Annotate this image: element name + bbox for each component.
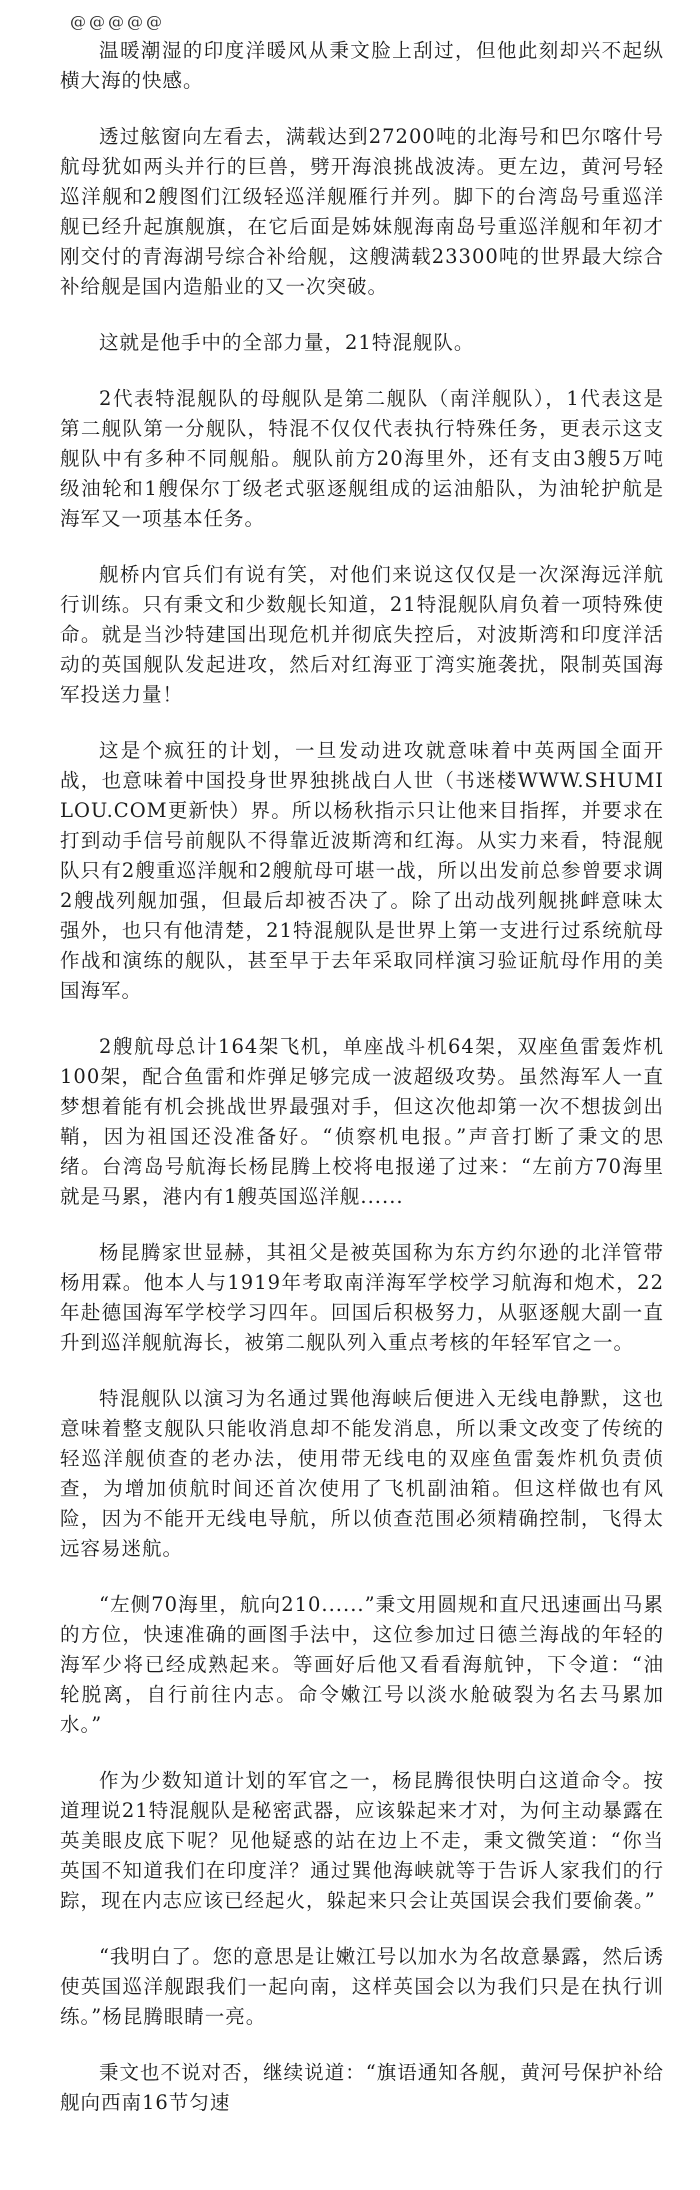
paragraph-gap: [60, 1212, 664, 1238]
paragraph-gap: [60, 1564, 664, 1590]
paragraph-6: 这是个疯狂的计划，一旦发动进攻就意味着中英两国全面开战，也意味着中国投身世界独挑战白人世（书迷楼WWW.SHUMILOU.COM更新快）界。所以杨秋指示只让他来目指挥，并要求在打到动手信号前舰队不得靠近波斯湾和红海。从实力来看，特混舰队只有2艘重巡洋舰和2艘航母可堪一战，所以出发前总参曾要求调2艘战列舰加强，但最后却被否决了。除了出动战列舰挑衅意味太强外，也只有他清楚，21特混舰队是世界上第一支进行过系统航母作战和演练的舰队，甚至早于去年采取同样演习验证航母作用的美国海军。: [60, 739, 664, 1002]
paragraph-gap: [60, 1358, 664, 1384]
paragraph-gap: [60, 2032, 664, 2058]
paragraph-gap: [60, 1006, 664, 1032]
paragraph-gap: [60, 302, 664, 328]
paragraph-gap: [60, 1916, 664, 1942]
paragraph-8: 杨昆腾家世显赫，其祖父是被英国称为东方约尔逊的北洋管带杨用霖。他本人与1919年考取南洋海军学校学习航海和炮术，22年赴德国海军学校学习四年。回国后积极努力，从驱逐舰大副一直升到巡洋舰航海长，被第二舰队列入重点考核的年轻军官之一。: [60, 1241, 664, 1354]
paragraph-5: 舰桥内官兵们有说有笑，对他们来说这仅仅是一次深海远洋航行训练。只有秉文和少数舰长知道，21特混舰队肩负着一项特殊使命。就是当沙特建国出现危机并彻底失控后，对波斯湾和印度洋活动的英国舰队发起进攻，然后对红海亚丁湾实施袭扰，限制英国海军投送力量！: [60, 563, 664, 706]
paragraph-gap: [60, 710, 664, 736]
paragraph-11: 作为少数知道计划的军官之一，杨昆腾很快明白这道命令。按道理说21特混舰队是秘密武器，应该躲起来才对，为何主动暴露在英美眼皮底下呢？见他疑惑的站在边上不走，秉文微笑道：“你当英国不知道我们在印度洋？通过巽他海峡就等于告诉人家我们的行踪，现在内志应该已经起火，躲起来只会让英国误会我们要偷袭。”: [60, 1769, 664, 1912]
paragraph-2: 透过舷窗向左看去，满载达到27200吨的北海号和巴尔喀什号航母犹如两头并行的巨兽，劈开海浪挑战波涛。更左边，黄河号轻巡洋舰和2艘图们江级轻巡洋舰雁行并列。脚下的台湾岛号重巡洋舰已经升起旗舰旗，在它后面是姊妹舰海南岛号重巡洋舰和年初才刚交付的青海湖号综合补给舰，这艘满载23300吨的世界最大综合补给舰是国内造船业的又一次突破。: [60, 125, 664, 298]
header-mark: @@@@@: [70, 12, 165, 31]
paragraph-13: 秉文也不说对否，继续说道：“旗语通知各舰，黄河号保护补给舰向西南16节匀速: [60, 2061, 664, 2114]
paragraph-4: 2代表特混舰队的母舰队是第二舰队（南洋舰队），1代表这是第二舰队第一分舰队，特混不仅仅代表执行特殊任务，更表示这支舰队中有多种不同舰船。舰队前方20海里外，还有支由3艘5万吨级油轮和1艘保尔丁级老式驱逐舰组成的运油船队，为油轮护航是海军又一项基本任务。: [60, 387, 664, 530]
paragraph-gap: [60, 534, 664, 560]
paragraph-7: 2艘航母总计164架飞机，单座战斗机64架，双座鱼雷轰炸机100架，配合鱼雷和炸弹足够完成一波超级攻势。虽然海军人一直梦想着能有机会挑战世界最强对手，但这次他却第一次不想拔剑出鞘，因为祖国还没准备好。“侦察机电报。”声音打断了秉文的思绪。台湾岛号航海长杨昆腾上校将电报递了过来：“左前方70海里就是马累，港内有1艘英国巡洋舰......: [60, 1035, 664, 1208]
paragraph-gap: [60, 96, 664, 122]
paragraph-9: 特混舰队以演习为名通过巽他海峡后便进入无线电静默，这也意味着整支舰队只能收消息却不能发消息，所以秉文改变了传统的轻巡洋舰侦查的老办法，使用带无线电的双座鱼雷轰炸机负责侦查，为增加侦航时间还首次使用了飞机副油箱。但这样做也有风险，因为不能开无线电导航，所以侦查范围必须精确控制，飞得太远容易迷航。: [60, 1387, 664, 1560]
paragraph-gap: [60, 1740, 664, 1766]
paragraph-12: “我明白了。您的意思是让嫩江号以加水为名故意暴露，然后诱使英国巡洋舰跟我们一起向南，这样英国会以为我们只是在执行训练。”杨昆腾眼睛一亮。: [60, 1945, 664, 2028]
paragraph-gap: [60, 358, 664, 384]
paragraph-10: “左侧70海里，航向210......”秉文用圆规和直尺迅速画出马累的方位，快速准确的画图手法中，这位参加过日德兰海战的年轻的海军少将已经成熟起来。等画好后他又看看海航钟，下令道：“油轮脱离，自行前往内志。命令嫩江号以淡水舱破裂为名去马累加水。”: [60, 1593, 664, 1736]
paragraph-3: 这就是他手中的全部力量，21特混舰队。: [99, 331, 475, 354]
paragraph-1: 温暖潮湿的印度洋暖风从秉文脸上刮过，但他此刻却兴不起纵横大海的快感。: [60, 39, 664, 92]
